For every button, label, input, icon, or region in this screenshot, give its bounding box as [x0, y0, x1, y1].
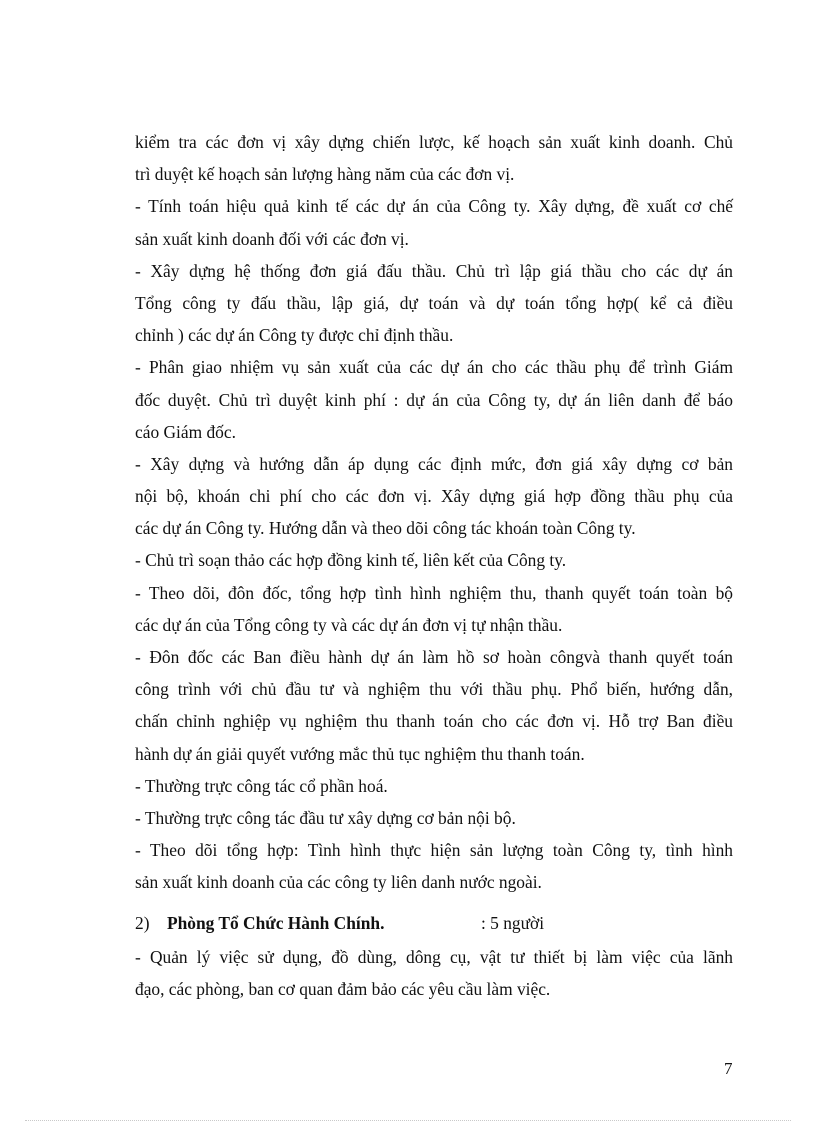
- text-line: - Theo dõi, đôn đốc, tổng hợp tình hình nghiệm thu, thanh quyết toán toàn bộ: [135, 582, 733, 603]
- section-number: 2): [135, 912, 150, 933]
- text-line: - Quản lý việc sử dụng, đồ dùng, dông cụ, vật tư thiết bị làm việc của lãnh: [135, 946, 733, 967]
- staff-count: : 5 người: [481, 912, 545, 933]
- text-line: - Thường trực công tác cổ phần hoá.: [135, 775, 388, 796]
- page-bottom-divider: [25, 1120, 791, 1121]
- text-line: Tổng công ty đấu thầu, lập giá, dự toán và dự toán tổng hợp( kể cả điều: [135, 292, 733, 313]
- body-paragraphs: [135, 126, 733, 899]
- text-line: - Chủ trì soạn thảo các hợp đồng kinh tế, liên kết của Công ty.: [135, 550, 567, 571]
- text-line: - Xây dựng hệ thống đơn giá đấu thầu. Chủ trì lập giá thầu cho các dự án: [135, 260, 733, 281]
- text-line: chỉnh ) các dự án Công ty được chỉ định thầu.: [135, 325, 454, 346]
- section-paragraphs: [135, 941, 733, 1005]
- text-line: kiểm tra các đơn vị xây dựng chiến lược, kế hoạch sản xuất kinh doanh. Chủ: [135, 132, 733, 152]
- text-line: đốc duyệt. Chủ trì duyệt kinh phí : dự án của Công ty, dự án liên danh để báo: [135, 389, 733, 410]
- text-line: sản xuất kinh doanh đối với các đơn vị.: [135, 228, 409, 249]
- text-line: - Đôn đốc các Ban điều hành dự án làm hồ sơ hoàn côngvà thanh quyết toán: [135, 647, 733, 667]
- page-number: 7: [724, 1059, 733, 1078]
- text-line: các dự án của Tổng công ty và các dự án đơn vị tự nhận thầu.: [135, 614, 563, 635]
- text-line: đạo, các phòng, ban cơ quan đảm bảo các yêu cầu làm việc.: [135, 978, 551, 999]
- text-line: hành dự án giải quyết vướng mắc thủ tục nghiệm thu thanh toán.: [135, 743, 585, 764]
- page-body: [135, 126, 733, 1005]
- text-line: - Tính toán hiệu quả kinh tế các dự án của Công ty. Xây dựng, đề xuất cơ chế: [135, 196, 733, 217]
- text-line: nội bộ, khoán chi phí cho các đơn vị. Xây dựng giá hợp đồng thầu phụ của: [135, 486, 733, 507]
- section-title: Phòng Tổ Chức Hành Chính.: [167, 912, 385, 933]
- text-line: - Thường trực công tác đầu tư xây dựng cơ bản nội bộ.: [135, 807, 516, 828]
- text-line: trì duyệt kế hoạch sản lượng hàng năm của các đơn vị.: [135, 164, 515, 185]
- text-line: chấn chỉnh nghiệp vụ nghiệm thu thanh toán cho các đơn vị. Hỗ trợ Ban điều: [135, 711, 733, 732]
- text-line: cáo Giám đốc.: [135, 421, 236, 442]
- section-heading: [135, 907, 733, 939]
- text-line: các dự án Công ty. Hướng dẫn và theo dõi công tác khoán toàn Công ty.: [135, 518, 636, 539]
- text-line: sản xuất kinh doanh của các công ty liên danh nước ngoài.: [135, 872, 542, 893]
- text-line: - Xây dựng và hướng dẫn áp dụng các định mức, đơn giá xây dựng cơ bản: [135, 453, 733, 474]
- text-line: công trình với chủ đầu tư và nghiệm thu với thầu phụ. Phổ biến, hướng dẫn,: [135, 679, 733, 700]
- text-line: - Phân giao nhiệm vụ sản xuất của các dự án cho các thầu phụ để trình Giám: [135, 357, 733, 378]
- text-line: - Theo dõi tổng hợp: Tình hình thực hiện sản lượng toàn Công ty, tình hình: [135, 840, 733, 861]
